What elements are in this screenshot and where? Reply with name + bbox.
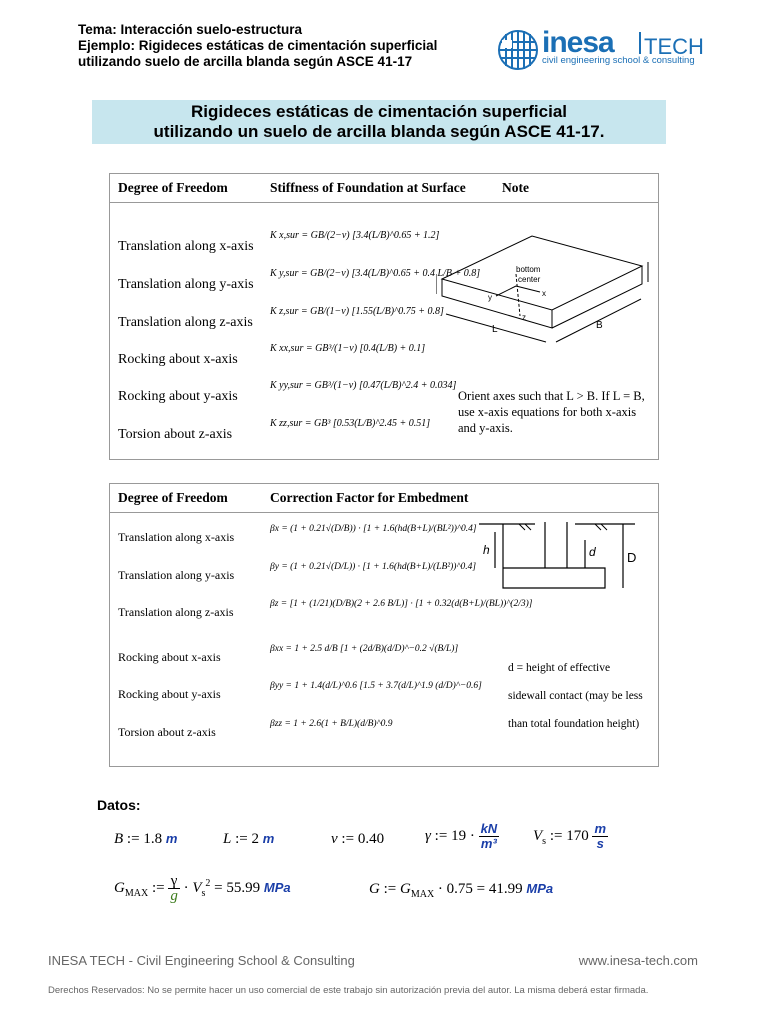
correction-equation: βy = (1 + 0.21√(D/L)) · [1 + 1.6(hd(B+L)/(LB²))^0.4] xyxy=(270,562,477,572)
logo-word: inesa xyxy=(542,26,614,59)
bottom-label: bottom xyxy=(516,265,541,274)
dof-label: Torsion about z-axis xyxy=(118,725,216,739)
var-gamma: γ := 19 · $\frac{kN}{\text{m³}}$ xyxy=(425,821,498,851)
embedment-table xyxy=(109,483,659,767)
title-line-1: Rigideces estáticas de cimentación superficial xyxy=(190,102,568,121)
document-header xyxy=(78,22,437,70)
logo-divider xyxy=(639,32,641,54)
correction-equation: βz = [1 + (1/21)(D/B)(2 + 2.6 B/L)] · [1 + 0.32(d(B+L)/(BL))^(2/3)] xyxy=(270,599,533,609)
dof-label: Torsion about z-axis xyxy=(118,427,233,442)
h-label: h xyxy=(483,543,490,557)
page-title xyxy=(92,100,666,144)
var-Gmax: $G_{MAX}$ := $\frac{\gamma}{g}$ · $V_s^2 = 55.99$ MPa xyxy=(114,873,291,904)
col-correction: Correction Factor for Embedment xyxy=(270,490,469,505)
center-label: center xyxy=(518,275,541,284)
orientation-note: Orient axes such that L > B. If L = B, use x-axis equations for both x-axis and y-axis. xyxy=(458,389,645,435)
var-B: B := 1.8 m xyxy=(114,831,178,847)
x-axis-label: x xyxy=(542,289,546,298)
foundation-diagram xyxy=(436,224,652,354)
footer-website[interactable]: www.inesa-tech.com xyxy=(578,953,698,968)
L-label: L xyxy=(492,324,498,335)
header-example-cont: utilizando suelo de arcilla blanda según ASCE 41-17 xyxy=(78,54,413,69)
header-topic: Tema: Interacción suelo-estructura xyxy=(78,22,303,37)
correction-equation: βxx = 1 + 2.5 d/B [1 + (2d/B)(d/D)^−0.2 √(B/L)] xyxy=(270,644,459,654)
sidewall-note: d = height of effective sidewall contact (may be less than total foundation height) xyxy=(508,662,643,730)
inesa-logo xyxy=(496,28,716,70)
header-example: Ejemplo: Rigideces estáticas de cimentación superficial xyxy=(78,38,438,53)
dof-label: Translation along z-axis xyxy=(118,315,253,330)
embedment-diagram xyxy=(475,518,645,604)
footer-rights: Derechos Reservados: No se permite hacer un uso comercial de este trabajo sin autorización previa del autor. La misma deberá estar firmada. xyxy=(48,985,649,996)
globe-icon xyxy=(496,28,540,72)
dof-label: Rocking about y-axis xyxy=(118,389,238,404)
stiffness-table xyxy=(109,173,659,460)
stiffness-equation: K zz,sur = GB³ [0.53(L/B)^2.45 + 0.51] xyxy=(270,418,431,429)
d-label: d xyxy=(589,545,596,559)
stiffness-equation: K yy,sur = GB³/(1−ν) [0.47(L/B)^2.4 + 0.034] xyxy=(270,380,457,391)
correction-equation: βyy = 1 + 1.4(d/L)^0.6 [1.5 + 3.7(d/L)^1.9 (d/D)^−0.6] xyxy=(270,681,482,691)
dof-label: Rocking about x-axis xyxy=(118,352,238,367)
col-note: Note xyxy=(502,180,529,195)
y-axis-label: y xyxy=(488,293,492,302)
footer-company: INESA TECH - Civil Engineering School & Consulting xyxy=(48,953,355,968)
var-G: G := $G_{MAX} \cdot 0.75 = 41.99$ MPa xyxy=(369,881,554,900)
var-L: L := 2 m xyxy=(223,831,275,847)
dof-label: Translation along z-axis xyxy=(118,605,234,619)
dof-label: Rocking about x-axis xyxy=(118,650,221,664)
dof-label: Translation along y-axis xyxy=(118,568,235,582)
stiffness-table-header xyxy=(110,174,658,203)
stiffness-equation: K y,sur = GB/(2−ν) [3.4(L/B)^0.65 + 0.4 L/B + 0.8] xyxy=(270,268,481,279)
col-dof: Degree of Freedom xyxy=(118,490,228,505)
col-stiffness: Stiffness of Foundation at Surface xyxy=(270,180,466,195)
dof-label: Translation along y-axis xyxy=(118,277,254,292)
var-nu: ν := 0.40 xyxy=(331,831,385,847)
logo-subtitle: civil engineering school & consulting xyxy=(542,55,695,66)
title-line-2: utilizando un suelo de arcilla blanda según ASCE 41-17. xyxy=(153,122,605,141)
var-Vs: $V_s$ := 170 $\frac{m}{s}$ xyxy=(533,821,607,851)
dof-label: Rocking about y-axis xyxy=(118,687,221,701)
stiffness-equation: K x,sur = GB/(2−ν) [3.4(L/B)^0.65 + 1.2] xyxy=(270,230,440,241)
D-label: D xyxy=(627,550,637,565)
dof-label: Translation along x-axis xyxy=(118,530,235,544)
datos-heading: Datos: xyxy=(97,797,141,813)
dof-label: Translation along x-axis xyxy=(118,239,254,254)
stiffness-equation: K z,sur = GB/(1−ν) [1.55(L/B)^0.75 + 0.8] xyxy=(270,306,444,317)
embedment-table-header xyxy=(110,484,658,513)
correction-equation: βx = (1 + 0.21√(D/B)) · [1 + 1.6(hd(B+L)/(BL²))^0.4] xyxy=(270,524,477,534)
correction-equation: βzz = 1 + 2.6(1 + B/L)(d/B)^0.9 xyxy=(270,719,393,729)
logo-tech: TECH xyxy=(644,34,704,59)
B-label: B xyxy=(596,320,603,331)
z-axis-label: z xyxy=(522,313,526,322)
stiffness-equation: K xx,sur = GB³/(1−ν) [0.4(L/B) + 0.1] xyxy=(270,343,426,354)
col-dof: Degree of Freedom xyxy=(118,180,228,195)
